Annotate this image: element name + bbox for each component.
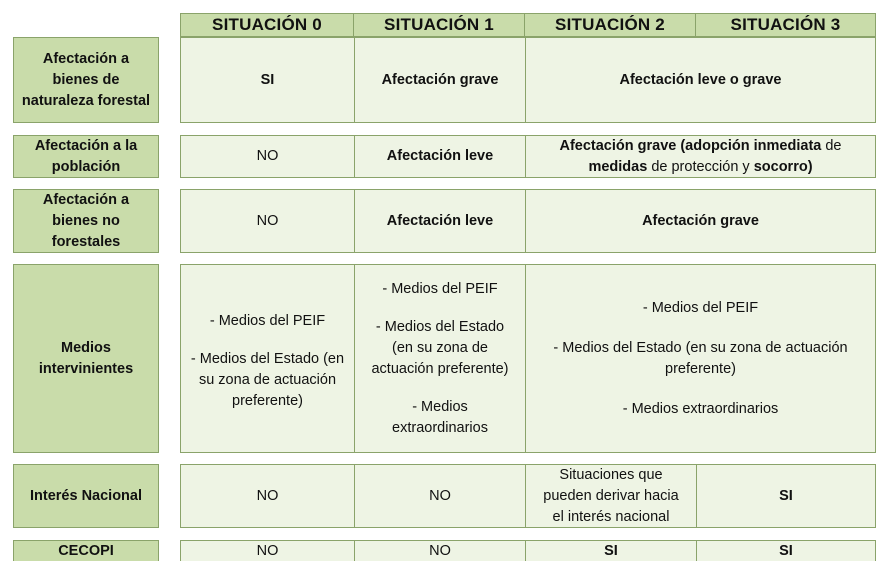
- header-situacion-2: SITUACIÓN 2: [524, 13, 696, 37]
- cell-s1-poblacion: Afectación leve: [354, 136, 525, 177]
- row-bienes-no-forestales: [180, 189, 876, 253]
- cell-s0-poblacion: NO: [256, 148, 279, 164]
- cell-s2-cecopi: SI: [525, 541, 696, 561]
- cell-s1-cecopi: NO: [354, 541, 525, 561]
- row-label-bienes-no-forestales: Afectación a bienes no forestales: [13, 189, 159, 253]
- medios-s0-item-1: - Medios del PEIF: [209, 313, 326, 329]
- medios-s23-item-3: - Medios extraordinarios: [622, 400, 779, 417]
- medios-s0-item-2: - Medios del Estado (en su zona de actuación preferente): [190, 351, 345, 409]
- cell-s1-interes-nacional: NO: [354, 465, 525, 527]
- cell-s0-bienes-forestales: SI: [260, 71, 275, 88]
- row-poblacion: [180, 135, 876, 178]
- cell-s3-cecopi: SI: [696, 541, 875, 561]
- cell-s0-medios: [181, 265, 354, 452]
- row-label-cecopi: CECOPI: [13, 540, 159, 561]
- medios-s1-item-1: - Medios del PEIF: [382, 280, 498, 297]
- cell-s23-bienes-forestales: Afectación leve o grave: [525, 38, 875, 122]
- row-label-medios: Medios intervinientes: [13, 264, 159, 453]
- cell-s3-interes-nacional: SI: [696, 465, 875, 527]
- row-label-bienes-forestales: Afectación a bienes de naturaleza forestal: [13, 37, 159, 123]
- poblacion-text-part-2: de: [821, 137, 842, 154]
- header-situacion-1: SITUACIÓN 1: [353, 13, 525, 37]
- cell-s0-bienes-no-forestales: NO: [256, 212, 279, 229]
- medios-s1-item-3: - Medios extraordinarios: [392, 398, 488, 436]
- row-label-interes-nacional: Interés Nacional: [13, 464, 159, 528]
- header-situacion-3: SITUACIÓN 3: [695, 13, 876, 37]
- cell-s1-bienes-forestales: Afectación grave: [354, 38, 525, 122]
- cell-s0-interes-nacional: NO: [256, 487, 279, 504]
- cell-s1-bienes-no-forestales: Afectación leve: [354, 190, 525, 252]
- medios-s23-item-1: - Medios del PEIF: [642, 299, 759, 316]
- cell-s2-interes-nacional: Situaciones que pueden derivar hacia el interés nacional: [525, 465, 696, 527]
- row-bienes-forestales: [180, 37, 876, 123]
- medios-s23-item-2: - Medios del Estado (en su zona de actuación preferente): [553, 339, 848, 377]
- row-interes-nacional: [180, 464, 876, 528]
- poblacion-text-part-4: de protección y: [647, 158, 754, 175]
- header-situacion-0: SITUACIÓN 0: [180, 13, 354, 37]
- cell-s23-poblacion: [525, 136, 875, 177]
- medios-s1-item-2: - Medios del Estado (en su zona de actuación preferente): [371, 318, 509, 377]
- cell-s0-cecopi: NO: [256, 543, 279, 559]
- cell-s23-medios: [525, 265, 875, 452]
- row-medios: [180, 264, 876, 453]
- poblacion-text-part-1: Afectación grave (adopción inmediata: [559, 137, 822, 154]
- row-cecopi: [180, 540, 876, 561]
- row-label-poblacion: Afectación a la población: [13, 135, 159, 178]
- poblacion-text-part-3: medidas: [588, 158, 648, 175]
- cell-s23-bienes-no-forestales: Afectación grave: [525, 190, 875, 252]
- cell-s1-medios: [354, 265, 525, 452]
- poblacion-text-part-5: socorro): [753, 158, 813, 175]
